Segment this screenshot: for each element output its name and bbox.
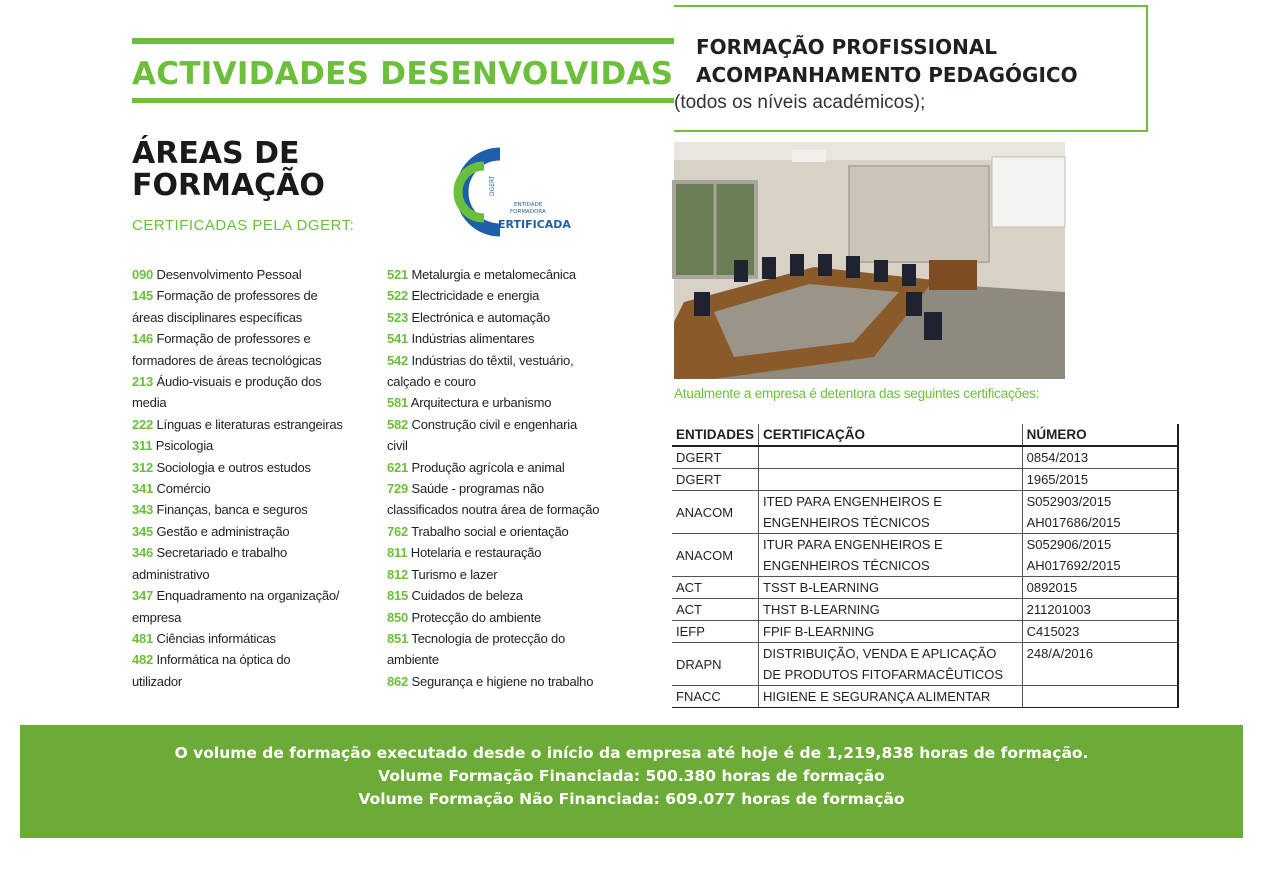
area-code: 482: [132, 652, 154, 668]
page-title: ACTIVIDADES DESENVOLVIDAS: [132, 56, 674, 92]
cell-number: [1022, 686, 1178, 708]
area-code: 729: [387, 481, 409, 497]
training-room-photo: [674, 142, 1065, 379]
area-item-line: [387, 350, 627, 371]
banner-line-total: O volume de formação executado desde o início da empresa até hoje é de 1,219,838 horas de formação.: [174, 744, 1089, 762]
area-code: 522: [387, 288, 409, 304]
area-item-line: [132, 328, 372, 349]
table-row: [672, 577, 1178, 599]
cell-certification: [759, 621, 1023, 643]
area-item-line: [387, 671, 627, 692]
area-code: 862: [387, 673, 409, 689]
cell-entity: DRAPN: [672, 643, 759, 686]
area-label: Metalurgia e metalomecânica: [411, 267, 576, 282]
area-code: 851: [387, 630, 409, 646]
training-volume-banner: [20, 725, 1243, 838]
cell-certification: [759, 643, 1023, 686]
table-row: [672, 534, 1178, 577]
areas-list-left: [132, 264, 372, 692]
area-item-line: [132, 414, 372, 435]
area-label: Sociologia e outros estudos: [156, 459, 311, 475]
area-label: Trabalho social e orientação: [411, 523, 569, 539]
cell-number: [1022, 534, 1178, 577]
area-code: 523: [387, 309, 409, 325]
area-label: empresa: [132, 609, 182, 625]
number-line: 211201003: [1026, 602, 1091, 617]
services-line-2: ACOMPANHAMENTO PEDAGÓGICO: [696, 63, 1078, 87]
area-item-line: [387, 285, 627, 306]
logo-text-formadora: FORMADORA: [510, 209, 546, 215]
area-code: 621: [387, 459, 409, 475]
certification-line: ITUR PARA ENGENHEIROS E: [763, 537, 943, 552]
certification-line: TSST B-LEARNING: [763, 580, 880, 595]
area-item-line: [132, 521, 372, 542]
area-code: 346: [132, 545, 154, 561]
table-row: [672, 491, 1178, 534]
area-code: 481: [132, 630, 154, 646]
cell-certification: [759, 534, 1023, 577]
header-entidades: ENTIDADES: [672, 424, 759, 446]
header-certificacao: CERTIFICAÇÃO: [759, 424, 1023, 446]
area-label: Segurança e higiene no trabalho: [411, 673, 594, 689]
area-code: 850: [387, 609, 409, 625]
cell-number: [1022, 446, 1178, 469]
number-line: 1965/2015: [1026, 472, 1089, 487]
certification-line: ENGENHEIROS TÉCNICOS: [763, 558, 930, 573]
cell-entity: ANACOM: [672, 534, 759, 577]
cell-number: [1022, 577, 1178, 599]
photo-partition: [849, 166, 989, 262]
cell-entity: DGERT: [672, 469, 759, 491]
area-item-line: [387, 649, 627, 670]
area-code: 145: [132, 288, 154, 304]
area-item-line: [132, 671, 372, 692]
cell-number: [1022, 491, 1178, 534]
area-code: 345: [132, 523, 154, 539]
area-label: media: [132, 395, 167, 411]
area-label: Desenvolvimento Pessoal: [156, 267, 302, 282]
area-item-line: [387, 564, 627, 585]
area-label: Áudio-visuais e produção dos: [156, 374, 322, 390]
area-item-line: [132, 350, 372, 371]
certification-line: DISTRIBUIÇÃO, VENDA E APLICAÇÃO: [763, 646, 997, 661]
area-item-line: [132, 285, 372, 306]
area-label: administrativo: [132, 566, 210, 582]
cell-entity: ACT: [672, 577, 759, 599]
area-label: Informática na óptica do: [156, 652, 291, 668]
area-label: Construção civil e engenharia: [411, 416, 577, 432]
area-code: 815: [387, 588, 409, 604]
area-item-line: [132, 585, 372, 606]
cell-certification: [759, 469, 1023, 491]
area-label: formadores de áreas tecnológicas: [132, 352, 322, 368]
number-line: S052903/2015: [1026, 494, 1112, 509]
area-label: Arquitectura e urbanismo: [410, 395, 552, 411]
cell-entity: IEFP: [672, 621, 759, 643]
area-label: Ciências informáticas: [156, 630, 276, 646]
number-line: 0892015: [1026, 580, 1078, 595]
certification-line: FPIF B-LEARNING: [763, 624, 875, 639]
table-header-row: [672, 424, 1178, 446]
areas-heading: [132, 138, 325, 202]
area-label: Protecção do ambiente: [411, 609, 542, 625]
area-label: Finanças, banca e seguros: [156, 502, 308, 518]
cell-entity: ACT: [672, 599, 759, 621]
area-item-line: [132, 435, 372, 456]
table-row: [672, 643, 1178, 686]
services-line-3: (todos os níveis académicos);: [674, 92, 926, 113]
area-label: ambiente: [387, 652, 439, 668]
area-item-line: [387, 457, 627, 478]
services-line-1: FORMAÇÃO PROFISSIONAL: [696, 35, 998, 59]
area-item-line: [387, 264, 627, 285]
certification-line: HIGIENE E SEGURANÇA ALIMENTAR: [763, 689, 991, 704]
area-item-line: [132, 564, 372, 585]
cell-certification: [759, 491, 1023, 534]
banner-line-unfinanced: Volume Formação Não Financiada: 609.077 horas de formação: [358, 790, 905, 808]
area-item-line: [387, 414, 627, 435]
cell-certification: [759, 446, 1023, 469]
number-line: [1027, 686, 1173, 707]
area-code: 812: [387, 566, 409, 582]
certification-line: ITED PARA ENGENHEIROS E: [763, 494, 942, 509]
areas-heading-line-1: ÁREAS DE: [132, 136, 300, 171]
cell-certification: [759, 599, 1023, 621]
cell-entity: FNACC: [672, 686, 759, 708]
area-label: Comércio: [156, 481, 211, 497]
area-code: 213: [132, 374, 154, 390]
area-code: 762: [387, 523, 409, 539]
area-label: áreas disciplinares específicas: [132, 309, 303, 325]
area-item-line: [387, 499, 627, 520]
area-label: utilizador: [132, 673, 183, 689]
area-label: Enquadramento na organização/: [156, 588, 340, 604]
area-label: Gestão e administração: [156, 523, 290, 539]
area-code: 341: [132, 481, 154, 497]
header-numero: NÚMERO: [1022, 424, 1178, 446]
area-label: civil: [387, 438, 408, 454]
area-item-line: [387, 521, 627, 542]
certification-line: ENGENHEIROS TÉCNICOS: [763, 515, 930, 530]
cell-certification: [759, 577, 1023, 599]
number-line: S052906/2015: [1026, 537, 1112, 552]
header-rule-bottom: [132, 98, 678, 103]
areas-subtitle: CERTIFICADAS PELA DGERT:: [132, 217, 355, 234]
certification-line: [763, 469, 1018, 490]
logo-text-entidade: ENTIDADE: [514, 202, 543, 208]
photo-desk: [929, 260, 977, 290]
number-line: C415023: [1026, 624, 1080, 639]
area-item-line: [387, 607, 627, 628]
services-box: [674, 5, 1148, 132]
table-row: [672, 599, 1178, 621]
area-label: Turismo e lazer: [411, 566, 498, 582]
area-label: Electrónica e automação: [411, 309, 550, 325]
area-item-line: [132, 392, 372, 413]
area-label: Cuidados de beleza: [411, 588, 523, 604]
certification-line: [763, 447, 1018, 468]
logo-text-dgert: DGERT: [489, 175, 496, 196]
area-label: Formação de professores e: [156, 331, 311, 347]
area-item-line: [132, 649, 372, 670]
area-item-line: [387, 435, 627, 456]
area-item-line: [132, 607, 372, 628]
area-item-line: [387, 478, 627, 499]
number-line: 0854/2013: [1026, 450, 1089, 465]
area-code: 222: [132, 416, 154, 432]
area-label: Línguas e literaturas estrangeiras: [156, 416, 343, 432]
area-item-line: [387, 542, 627, 563]
cell-number: [1022, 599, 1178, 621]
table-row: [672, 686, 1178, 708]
area-label: Tecnologia de protecção do: [411, 630, 566, 646]
area-item-line: [132, 371, 372, 392]
logo-text-certificada: ERTIFICADA: [498, 218, 571, 231]
area-code: 090: [132, 267, 154, 282]
cell-number: [1022, 643, 1178, 686]
area-item-line: [132, 307, 372, 328]
area-label: Electricidade e energia: [411, 288, 540, 304]
area-code: 146: [132, 331, 154, 347]
area-item-line: [387, 371, 627, 392]
area-label: Indústrias alimentares: [411, 331, 535, 347]
photo-ac-unit: [792, 150, 826, 162]
cell-entity: DGERT: [672, 446, 759, 469]
number-line: AH017692/2015: [1026, 558, 1121, 573]
photo-whiteboard: [992, 157, 1065, 227]
area-label: Produção agrícola e animal: [411, 459, 565, 475]
area-item-line: [132, 457, 372, 478]
cell-number: [1022, 469, 1178, 491]
area-item-line: [132, 628, 372, 649]
areas-list-right: [387, 264, 627, 692]
area-item-line: [387, 307, 627, 328]
area-label: calçado e couro: [387, 374, 476, 390]
area-code: 811: [387, 545, 408, 561]
area-label: Psicologia: [155, 438, 214, 454]
area-label: classificados noutra área de formação: [387, 502, 600, 518]
area-code: 312: [132, 459, 154, 475]
area-item-line: [387, 628, 627, 649]
area-code: 581: [387, 395, 409, 411]
areas-heading-line-2: FORMAÇÃO: [132, 168, 325, 203]
area-label: Hotelaria e restauração: [410, 545, 542, 561]
area-item-line: [132, 478, 372, 499]
dgert-certified-logo: [440, 148, 571, 236]
area-label: Saúde - programas não: [411, 481, 544, 497]
number-line: AH017686/2015: [1026, 515, 1121, 530]
area-label: Formação de professores de: [156, 288, 318, 304]
certification-line: THST B-LEARNING: [763, 602, 880, 617]
area-code: 347: [132, 588, 154, 604]
area-item-line: [387, 328, 627, 349]
area-code: 582: [387, 416, 409, 432]
area-code: 343: [132, 502, 154, 518]
area-code: 541: [387, 331, 409, 347]
cell-number: [1022, 621, 1178, 643]
area-item-line: [132, 499, 372, 520]
area-code: 521: [387, 267, 409, 282]
area-label: Secretariado e trabalho: [156, 545, 288, 561]
table-row: [672, 446, 1178, 469]
area-item-line: [132, 264, 372, 285]
cell-entity: ANACOM: [672, 491, 759, 534]
area-code: 311: [132, 438, 153, 454]
area-label: Indústrias do têxtil, vestuário,: [411, 352, 574, 368]
table-row: [672, 469, 1178, 491]
area-item-line: [387, 585, 627, 606]
header-rule-top: [132, 38, 678, 44]
banner-line-financed: Volume Formação Financiada: 500.380 horas de formação: [378, 767, 885, 785]
certification-line: DE PRODUTOS FITOFARMACÊUTICOS: [763, 667, 1004, 682]
area-item-line: [132, 542, 372, 563]
certifications-table: [672, 424, 1179, 708]
area-item-line: [387, 392, 627, 413]
area-code: 542: [387, 352, 409, 368]
number-line: 248/A/2016: [1026, 646, 1094, 661]
certifications-caption: Atualmente a empresa é detentora das seguintes certificações:: [674, 386, 1040, 401]
cell-certification: [759, 686, 1023, 708]
table-row: [672, 621, 1178, 643]
